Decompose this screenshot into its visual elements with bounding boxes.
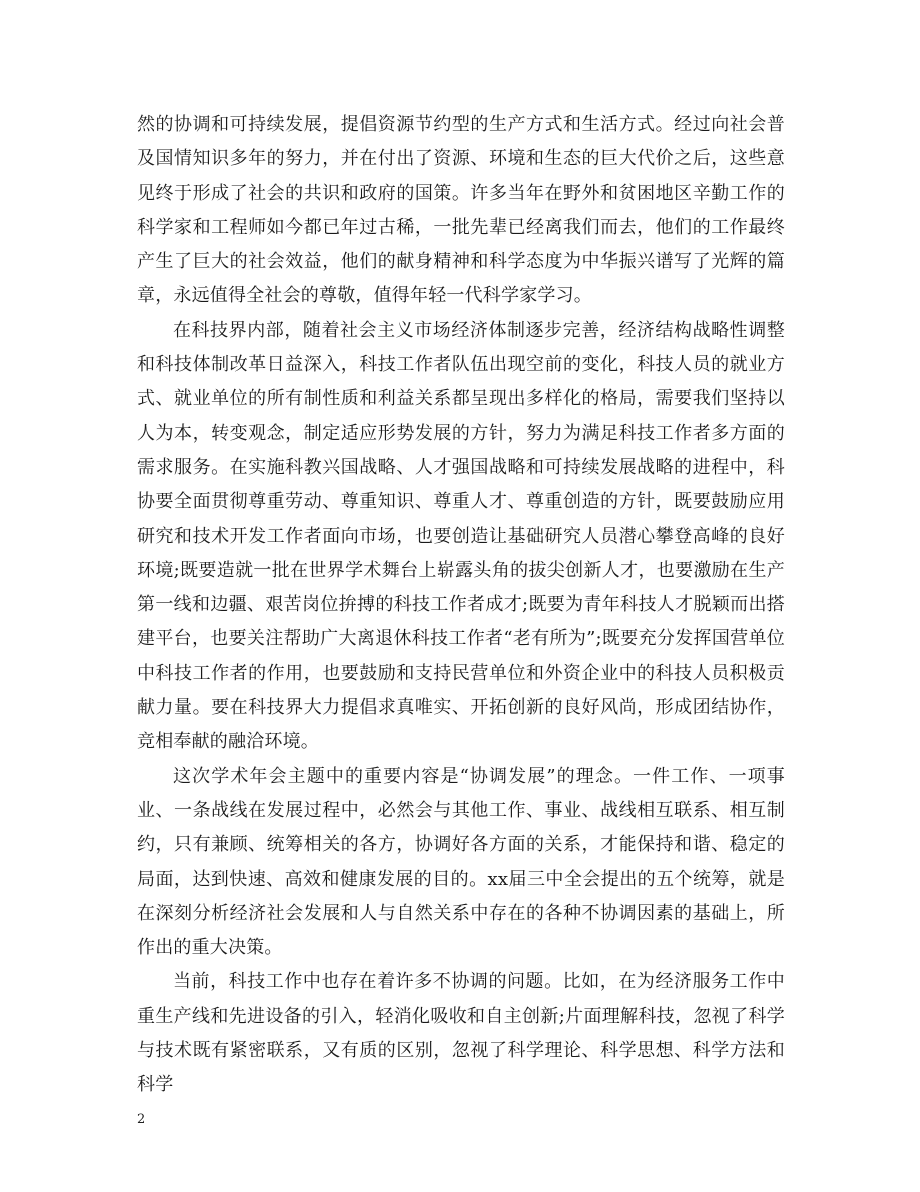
document-body: [137, 108, 785, 1103]
paragraph-2: 在科技界内部，随着社会主义市场经济体制逐步完善，经济结构战略性调整和科技体制改革日益深入，科技工作者队伍出现空前的变化，科技人员的就业方式、就业单位的所有制性质和利益关系都呈现出多样化的格局，需要我们坚持以人为本，转变观念，制定适应形势发展的方针，努力为满足科技工作者多方面的需求服务。在实施科教兴国战略、人才强国战略和可持续发展战略的进程中，科协要全面贯彻尊重劳动、尊重知识、尊重人才、尊重创造的方针，既要鼓励应用研究和技术开发工作者面向市场，也要创造让基础研究人员潜心攀登高峰的良好环境;既要造就一批在世界学术舞台上崭露头角的拔尖创新人才，也要激励在生产第一线和边疆、艰苦岗位拚搏的科技工作者成才;既要为青年科技人才脱颖而出搭建平台，也要关注帮助广大离退休科技工作者“老有所为”;既要充分发挥国营单位中科技工作者的作用，也要鼓励和支持民营单位和外资企业中的科技人员积极贡献力量。要在科技界大力提倡求真唯实、开拓创新的良好风尚，形成团结协作，竞相奉献的融洽环境。: [137, 319, 785, 753]
page-number: 2: [137, 1112, 146, 1127]
paragraph-3: 这次学术年会主题中的重要内容是“协调发展”的理念。一件工作、一项事业、一条战线在发展过程中，必然会与其他工作、事业、战线相互联系、相互制约，只有兼顾、统筹相关的各方，协调好各方面的关系，才能保持和谐、稳定的局面，达到快速、高效和健康发展的目的。xx届三中全会提出的五个统筹，就是在深刻分析经济社会发展和人与自然关系中存在的各种不协调因素的基础上，所作出的重大决策。: [137, 765, 785, 959]
paragraph-1: 然的协调和可持续发展，提倡资源节约型的生产方式和生活方式。经过向社会普及国情知识多年的努力，并在付出了资源、环境和生态的巨大代价之后，这些意见终于形成了社会的共识和政府的国策。许多当年在野外和贫困地区辛勤工作的科学家和工程师如今都已年过古稀，一批先辈已经离我们而去，他们的工作最终产生了巨大的社会效益，他们的献身精神和科学态度为中华振兴谱写了光辉的篇章，永远值得全社会的尊敬，值得年轻一代科学家学习。: [137, 114, 785, 307]
paragraph-4: 当前，科技工作中也存在着许多不协调的问题。比如，在为经济服务工作中重生产线和先进设备的引入，轻消化吸收和自主创新;片面理解科技，忽视了科学与技术既有紧密联系，又有质的区别，忽视了科学理论、科学思想、科学方法和科学: [137, 971, 785, 1096]
